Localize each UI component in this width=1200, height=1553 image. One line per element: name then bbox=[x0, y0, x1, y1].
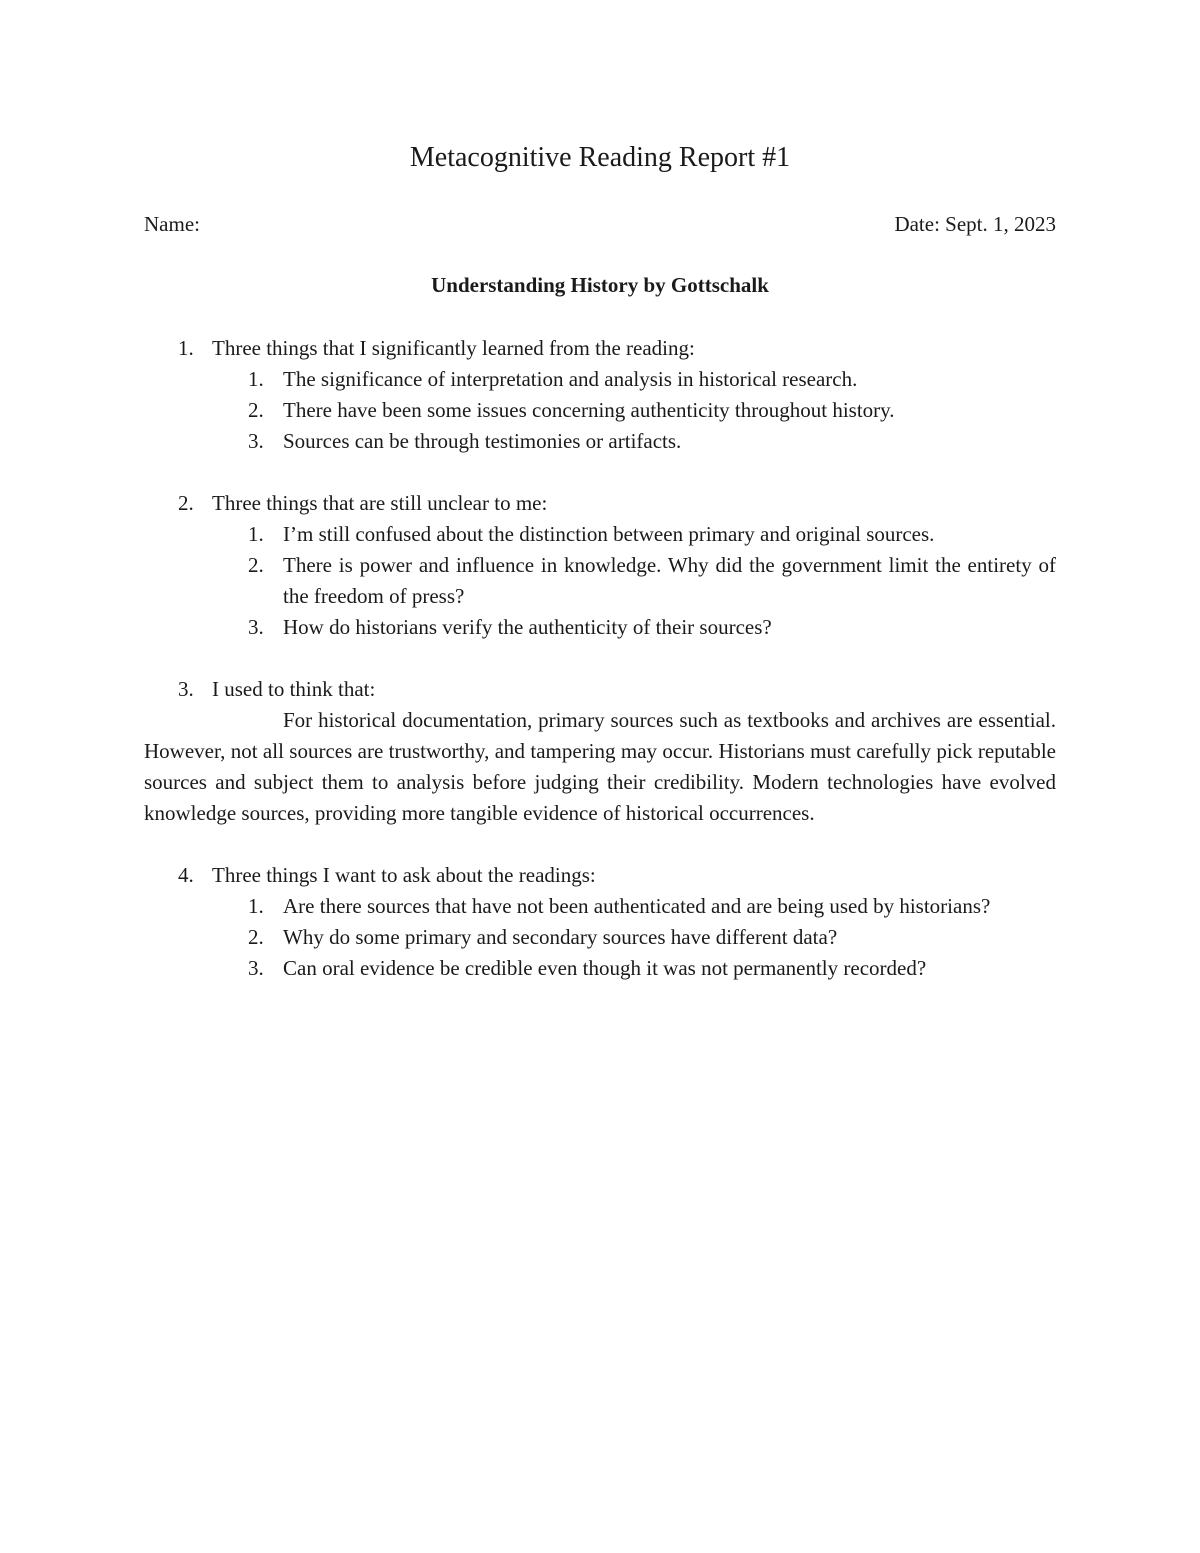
list-item-number: 2. bbox=[248, 925, 264, 949]
section-number: 2. bbox=[178, 491, 194, 515]
list-item-number: 3. bbox=[248, 956, 264, 980]
reflection-paragraph: For historical documentation, primary sources such as textbooks and archives are essential. However, not all sources are trustworthy, and tampering may occur. Historians must carefully pick reputable sources and subject them to analysis before judging their credibility. Modern technologies have evolved knowledge sources, providing more tangible evidence of historical occurrences. bbox=[144, 708, 1056, 825]
list-item-number: 3. bbox=[248, 429, 264, 453]
list-item-text: How do historians verify the authenticity of their sources? bbox=[283, 615, 772, 639]
report-content bbox=[144, 333, 1056, 1015]
list-item-text: I’m still confused about the distinction between primary and original sources. bbox=[283, 522, 935, 546]
list-item bbox=[144, 426, 1056, 457]
list-item bbox=[144, 612, 1056, 643]
section-heading-text: Three things that I significantly learned from the reading: bbox=[212, 336, 695, 360]
list-item-text: The significance of interpretation and analysis in historical research. bbox=[283, 367, 858, 391]
section-number: 3. bbox=[178, 677, 194, 701]
section-unclear bbox=[144, 488, 1056, 643]
section-number: 4. bbox=[178, 863, 194, 887]
section-heading bbox=[144, 333, 1056, 364]
list-item bbox=[144, 519, 1056, 550]
list-item-number: 1. bbox=[248, 894, 264, 918]
section-number: 1. bbox=[178, 336, 194, 360]
list-item-number: 2. bbox=[248, 553, 264, 577]
list-item bbox=[144, 364, 1056, 395]
list-item-text: Are there sources that have not been authenticated and are being used by historians? bbox=[283, 894, 991, 918]
date-label: Date: Sept. 1, 2023 bbox=[894, 212, 1056, 236]
list-item-number: 2. bbox=[248, 398, 264, 422]
list-item-number: 3. bbox=[248, 615, 264, 639]
section-heading bbox=[144, 860, 1056, 891]
list-item bbox=[144, 550, 1056, 612]
section-used-to-think bbox=[144, 674, 1056, 829]
list-item-text: Can oral evidence be credible even though it was not permanently recorded? bbox=[283, 956, 927, 980]
list-item bbox=[144, 922, 1056, 953]
meta-row bbox=[144, 209, 1056, 239]
list-item bbox=[144, 395, 1056, 426]
list-item-text: There have been some issues concerning authenticity throughout history. bbox=[283, 398, 895, 422]
list-item bbox=[144, 953, 1056, 984]
page-title: Metacognitive Reading Report #1 bbox=[409, 142, 791, 173]
list-item-text: Sources can be through testimonies or artifacts. bbox=[283, 429, 682, 453]
section-heading bbox=[144, 674, 1056, 705]
list-item-text: Why do some primary and secondary sources have different data? bbox=[283, 925, 838, 949]
list-item-number: 1. bbox=[248, 367, 264, 391]
section-heading-text: Three things that are still unclear to me: bbox=[212, 491, 548, 515]
learned-list bbox=[144, 364, 1056, 457]
section-heading-text: I used to think that: bbox=[212, 677, 376, 701]
unclear-list bbox=[144, 519, 1056, 643]
questions-list bbox=[144, 891, 1056, 984]
list-item-text: There is power and influence in knowledge. Why did the government limit the entirety of the freedom of press? bbox=[283, 553, 1056, 608]
section-learned bbox=[144, 333, 1056, 457]
section-questions bbox=[144, 860, 1056, 984]
list-item-number: 1. bbox=[248, 522, 264, 546]
reading-title: Understanding History by Gottschalk bbox=[431, 273, 769, 297]
section-heading-text: Three things I want to ask about the readings: bbox=[212, 863, 596, 887]
list-item bbox=[144, 891, 1056, 922]
section-heading bbox=[144, 488, 1056, 519]
name-label: Name: bbox=[144, 212, 200, 236]
